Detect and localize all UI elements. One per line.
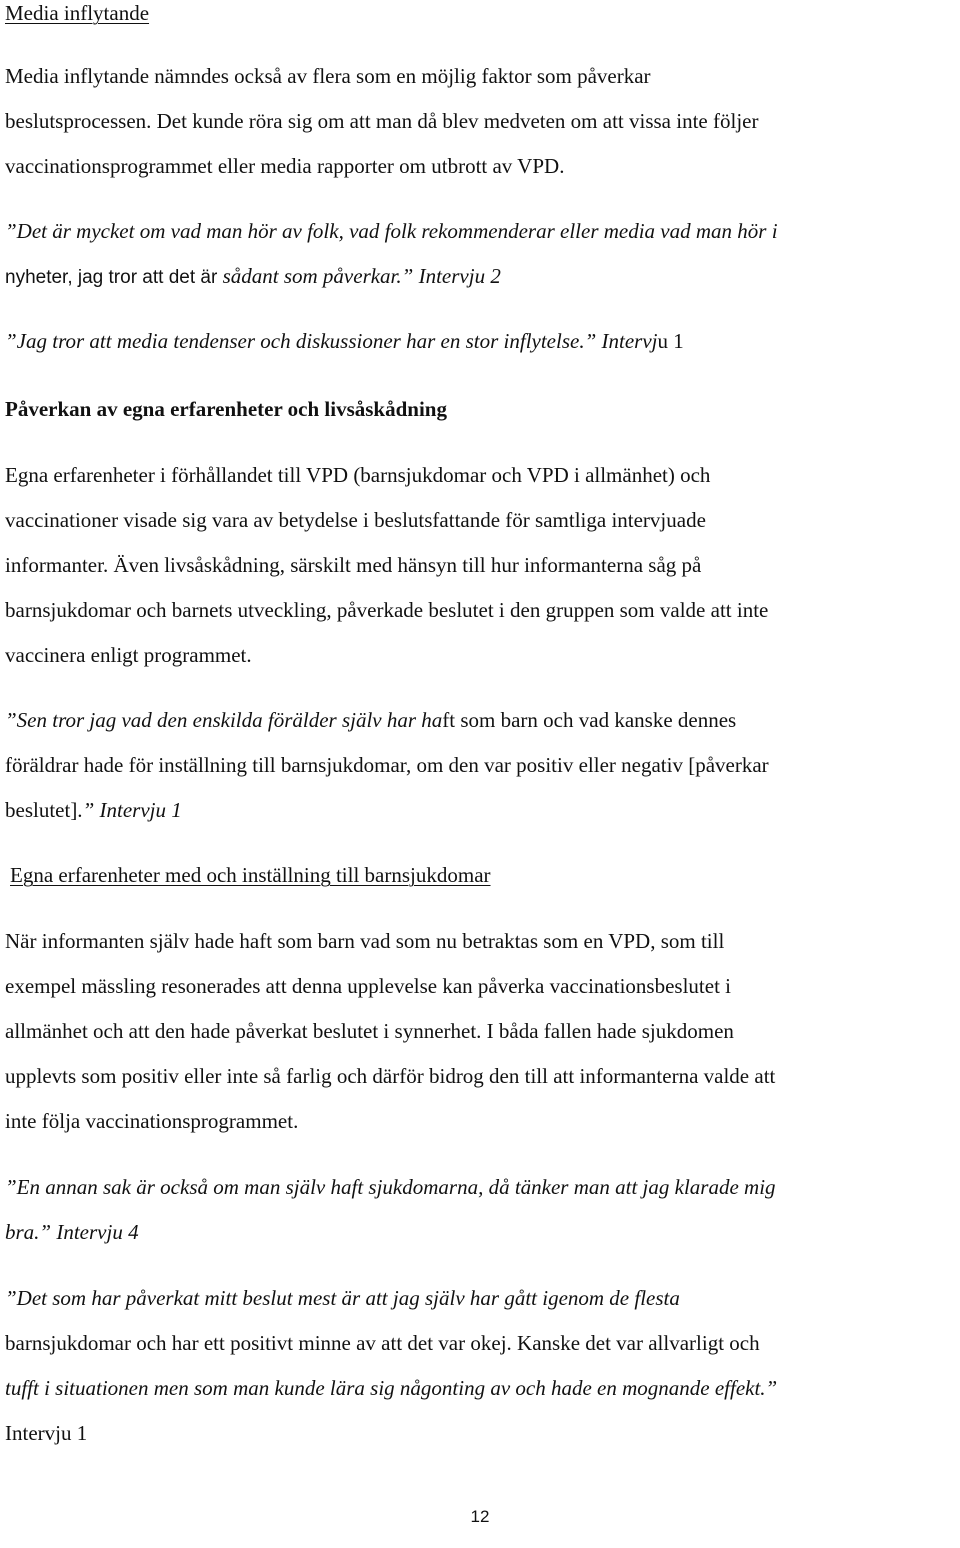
quote-source: ” Intervju 1	[82, 798, 182, 822]
quote-line	[5, 328, 684, 354]
paragraph-line: upplevts som positiv eller inte så farlig och därför bidrog den till att informanterna valde att	[5, 1064, 776, 1088]
quote-line	[5, 263, 501, 291]
paragraph-line: beslutsprocessen. Det kunde röra sig om att man då blev medveten om att vissa inte följer	[5, 109, 759, 133]
quote-text: beslutet].	[5, 798, 83, 822]
paragraph-line: vaccinationsprogrammet eller media rapporter om utbrott av VPD.	[5, 154, 565, 178]
quote-text-italic: ”Sen tror jag vad den enskilda förälder själv har ha	[5, 708, 443, 732]
quote-line: föräldrar hade för inställning till barnsjukdomar, om den var positiv eller negativ [påverkar	[5, 753, 769, 777]
sub-heading: Egna erfarenheter med och inställning till barnsjukdomar	[10, 863, 491, 887]
section-heading-media: Media inflytande	[5, 1, 150, 25]
section-heading-experience: Påverkan av egna erfarenheter och livsåskådning	[5, 397, 447, 421]
paragraph-line: allmänhet och att den hade påverkat beslutet i synnerhet. I båda fallen hade sjukdomen	[5, 1019, 734, 1043]
quote-line	[5, 797, 182, 823]
paragraph-line: Media inflytande nämndes också av flera som en möjlig faktor som påverkar	[5, 64, 651, 88]
quote-source: Intervju 2	[418, 264, 501, 288]
quote-text-italic: ”Jag tror att media tendenser och diskussioner har en stor inflytelse.” Intervj	[5, 329, 658, 353]
paragraph-line: När informanten själv hade haft som barn vad som nu betraktas som en VPD, som till	[5, 929, 725, 953]
quote-line	[5, 707, 736, 733]
quote-text: nyheter, jag tror att det är	[5, 267, 223, 288]
quote-line: Intervju 1	[5, 1421, 88, 1445]
quote-line: ”En annan sak är också om man själv haft sjukdomarna, då tänker man att jag klarade mig	[5, 1175, 776, 1199]
paragraph-line: Egna erfarenheter i förhållandet till VPD (barnsjukdomar och VPD i allmänhet) och	[5, 463, 711, 487]
quote-line: bra.” Intervju 4	[5, 1220, 139, 1244]
quote-text: ft som barn och vad kanske dennes	[442, 708, 737, 732]
quote-text-italic: sådant som påverkar.”	[222, 264, 419, 288]
quote-line: tufft i situationen men som man kunde lära sig någonting av och hade en mognande effekt.”	[5, 1376, 778, 1400]
quote-source-tail: u 1	[657, 329, 684, 353]
paragraph-line: exempel mässling resonerades att denna upplevelse kan påverka vaccinationsbeslutet i	[5, 974, 731, 998]
paragraph-line: informanter. Även livsåskådning, särskilt med hänsyn till hur informanterna såg på	[5, 553, 702, 577]
paragraph-line: vaccinera enligt programmet.	[5, 643, 252, 667]
page-number: 12	[470, 1507, 490, 1526]
quote-line: barnsjukdomar och har ett positivt minne av att det var okej. Kanske det var allvarligt och	[5, 1331, 760, 1355]
paragraph-line: inte följa vaccinationsprogrammet.	[5, 1109, 299, 1133]
quote-line: ”Det som har påverkat mitt beslut mest är att jag själv har gått igenom de flesta	[5, 1286, 680, 1310]
paragraph-line: vaccinationer visade sig vara av betydelse i beslutsfattande för samtliga intervjuade	[5, 508, 706, 532]
paragraph-line: barnsjukdomar och barnets utveckling, påverkade beslutet i den gruppen som valde att inte	[5, 598, 769, 622]
quote-line: ”Det är mycket om vad man hör av folk, vad folk rekommenderar eller media vad man hör i	[5, 219, 778, 243]
